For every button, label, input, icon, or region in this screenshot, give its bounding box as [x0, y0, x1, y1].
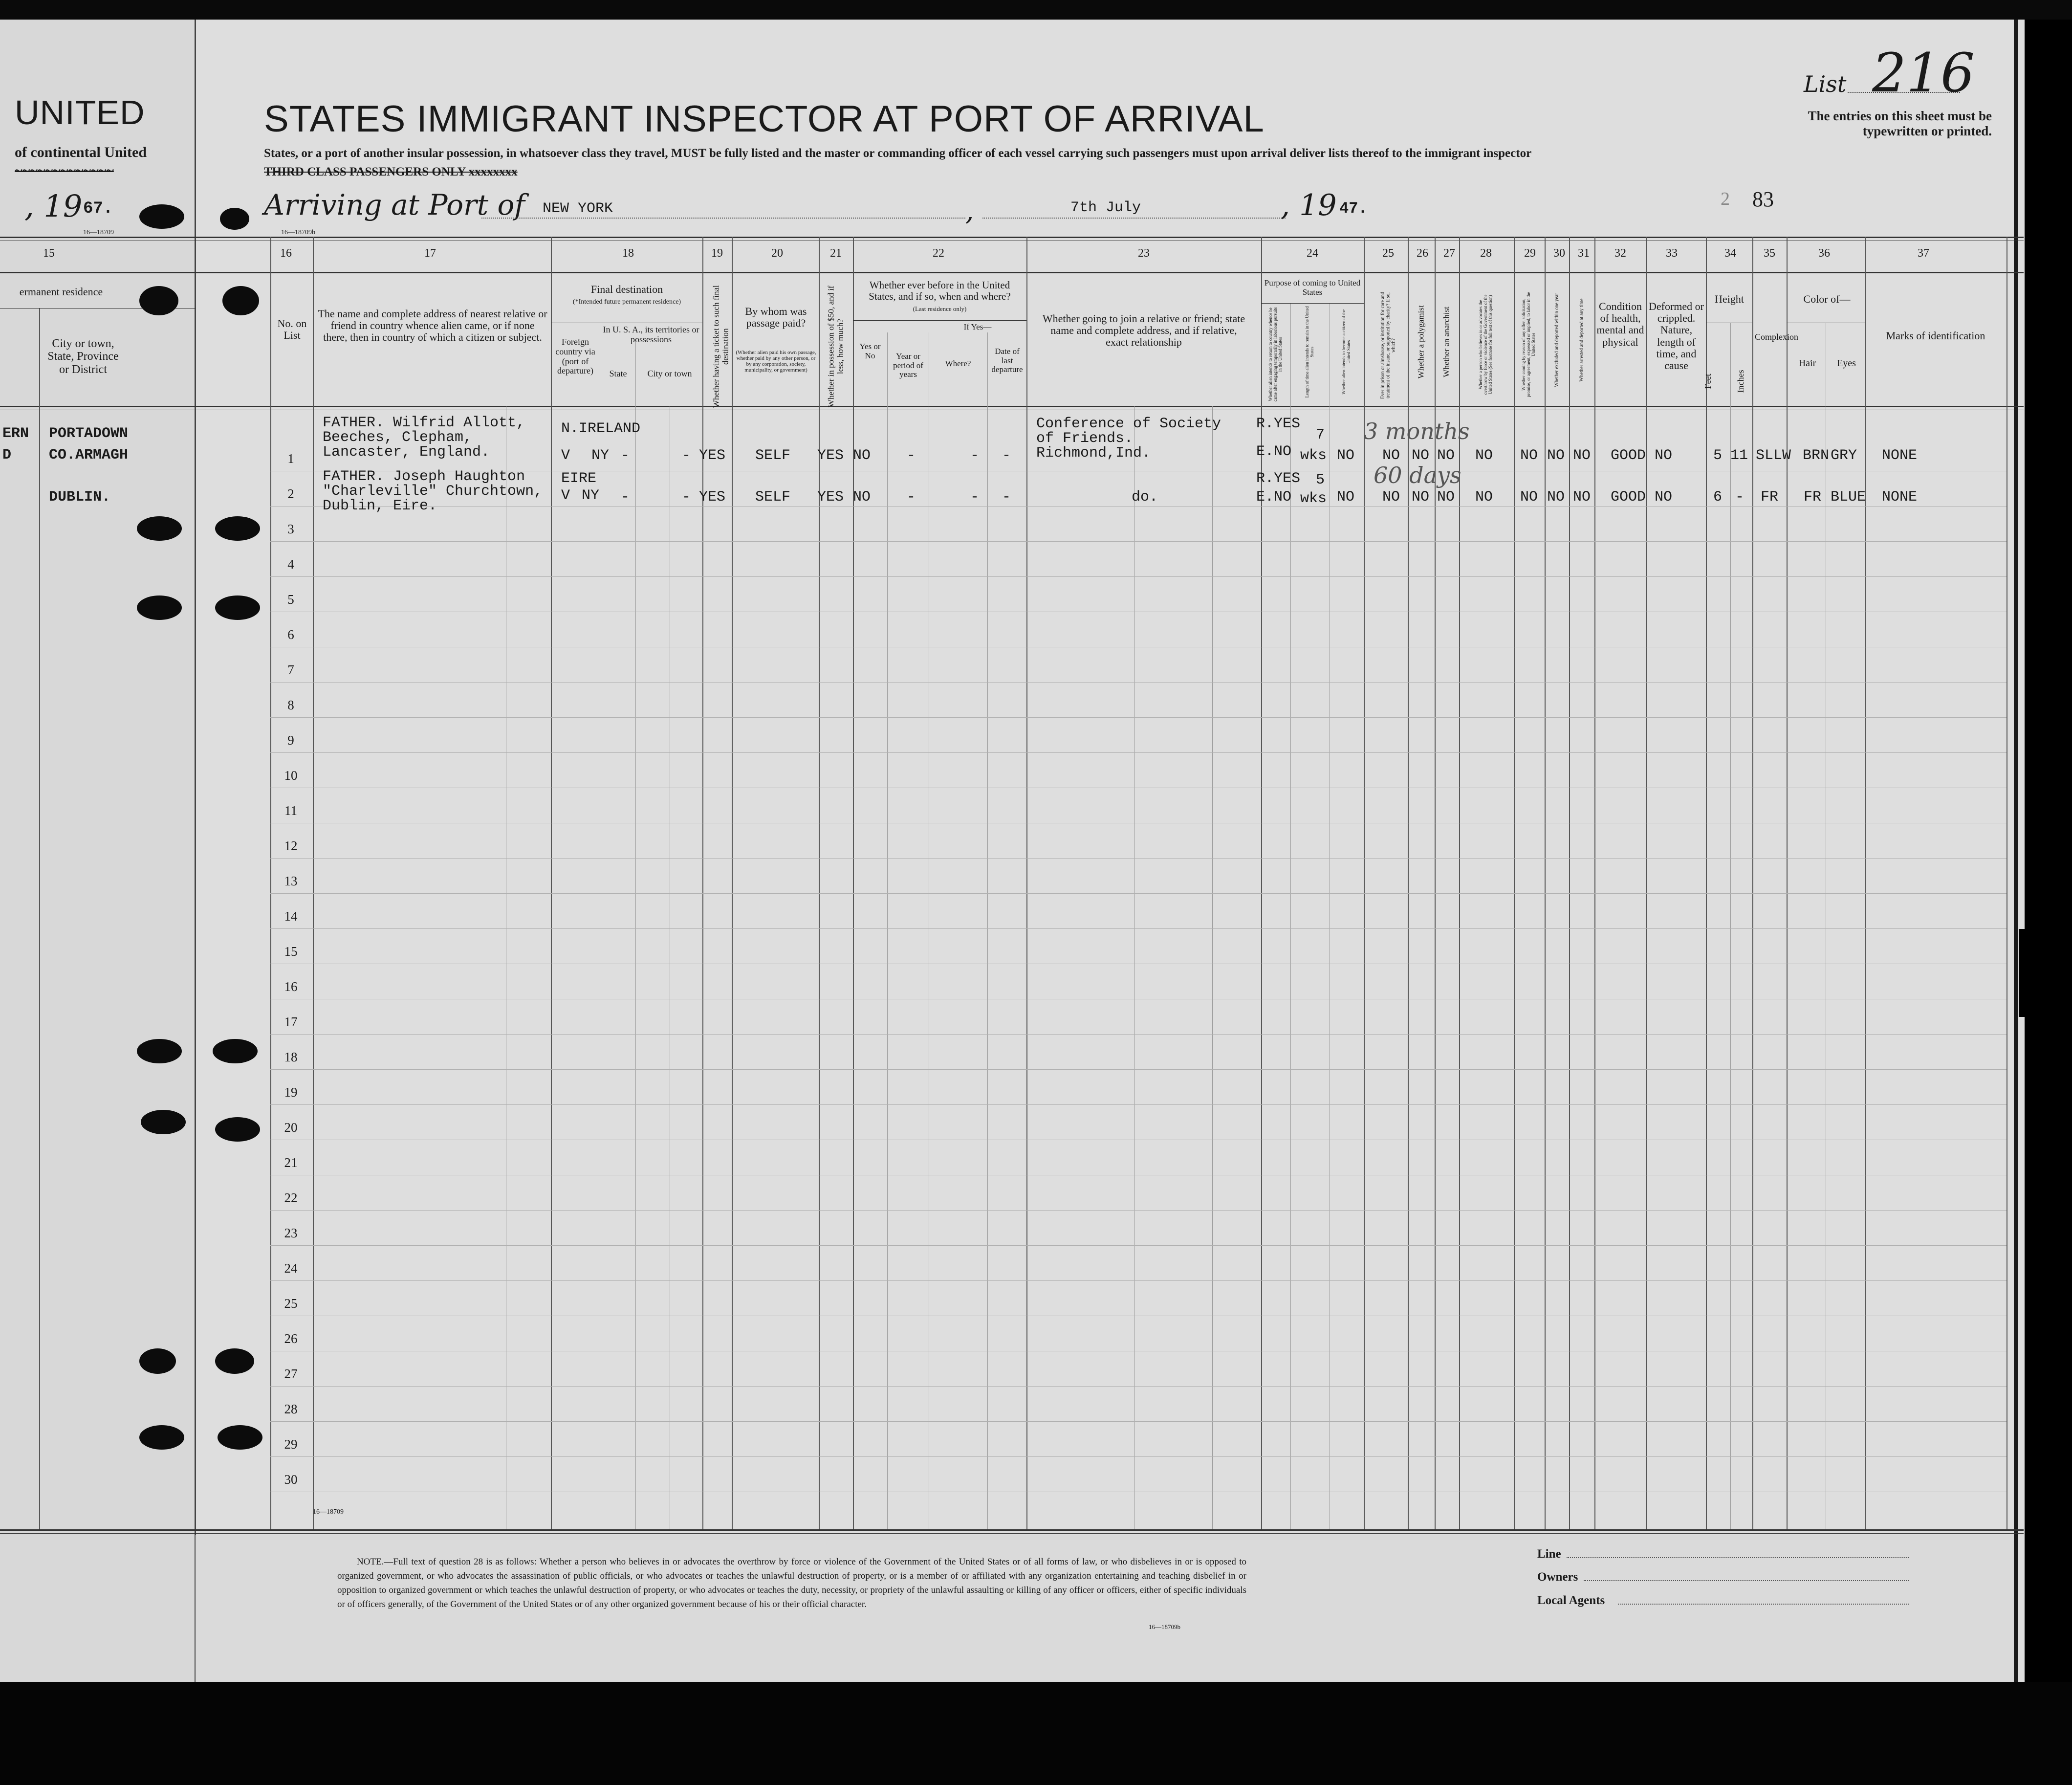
page-subtitle: States, or a port of another insular possession, in whatsoever class they travel, MUST be fully listed and the master or commanding officer of each vessel carrying such passengers must upon arrival deliver lists thereof to the immigrant inspector: [264, 147, 1532, 160]
header-foreign-country: Foreign country via (port of departure): [555, 337, 595, 376]
header-q28: Whether a person who believes in or advocates the overthrow by force or violence of the Government of the United States (See footnote for full text of this question): [1478, 294, 1493, 395]
row-rule: [270, 717, 2007, 718]
p1-length-unit: wks: [1300, 447, 1327, 464]
p1-length-handwritten: 3 months: [1364, 418, 1470, 444]
colnum-26: 26: [1417, 247, 1428, 260]
subcol-line: [887, 332, 888, 1529]
row-rule: [270, 1280, 2007, 1281]
colnum-29: 29: [1524, 247, 1536, 260]
table-bottom-rule-2: [0, 1533, 2024, 1534]
row-number: 23: [284, 1226, 298, 1240]
colnum-24: 24: [1307, 247, 1318, 260]
header-fifty-dollars: Whether in possession of $50, and if less, how much?: [826, 286, 845, 408]
comma-mark: ,: [965, 196, 974, 226]
punch-hole: [139, 1348, 176, 1374]
colnum-36: 36: [1818, 247, 1830, 260]
col-line-32: [1594, 237, 1595, 1529]
p1-city-dash: -: [682, 447, 691, 464]
p1-city: PORTADOWN CO.ARMAGH: [49, 425, 129, 463]
header-no-on-list: No. on List: [277, 317, 307, 342]
p1-fifty: YES: [817, 447, 844, 464]
arriving-label: Arriving at Port of: [264, 188, 525, 221]
p2-state-dash: -: [621, 489, 630, 506]
page-edge: [2014, 0, 2018, 1785]
row-number: 16: [284, 979, 298, 994]
p2-ticket: YES: [699, 489, 726, 506]
punch-hole: [215, 595, 260, 620]
colnum-18: 18: [622, 247, 634, 260]
footer-agents-label: Local Agents: [1537, 1594, 1605, 1607]
header-q29: Whether coming by reason of any offer, solicitation, promise, or agreement, expressed or implied, to labor in the United States: [1521, 292, 1536, 397]
p1-feet: 5: [1713, 447, 1723, 464]
header-by-whom-paid: By whom was passage paid?: [745, 305, 807, 330]
subcol-line: [1212, 406, 1213, 1529]
row-number: 3: [287, 522, 294, 536]
note-form-number: 16—18709b: [1149, 1623, 1180, 1631]
punch-hole: [139, 286, 178, 315]
p1-foreign-country: N.IRELAND: [561, 420, 641, 437]
class-line: THIRD CLASS PASSENGERS ONLY xxxxxxxx: [264, 165, 518, 178]
header-bottom-rule: [0, 406, 2024, 407]
colnum-rule: [0, 272, 2024, 273]
col-line-37: [1865, 237, 1866, 1529]
table-top-rule: [0, 237, 2024, 238]
row-number: 4: [287, 557, 294, 572]
row-rule: [270, 752, 2007, 753]
row-number: 8: [287, 698, 294, 712]
row-rule: [270, 1456, 2007, 1457]
p2-length-num: 5: [1316, 472, 1325, 488]
p1-q31: NO: [1573, 447, 1591, 464]
row-rule: [270, 1069, 2007, 1070]
row-number: 7: [287, 662, 294, 677]
row-number: 6: [287, 627, 294, 642]
header-inches: Inches: [1736, 370, 1746, 393]
col-line-36: [1787, 237, 1788, 1529]
row-number: 15: [284, 944, 298, 959]
col-line-20: [732, 237, 733, 1529]
header-prison: Ever in prison or almshouse, or institution for care and treatment of the insane, or supported by charity? If so, which?: [1380, 292, 1396, 399]
row-rule: [270, 682, 2007, 683]
p1-via: V: [561, 447, 570, 464]
left-year: 67.: [83, 199, 113, 218]
p2-deformed: NO: [1655, 489, 1673, 506]
footer-agents-rule: [1618, 1604, 1909, 1605]
row-number: 10: [284, 768, 298, 783]
p1-state-dash: -: [621, 447, 630, 464]
header-height: Height: [1715, 293, 1744, 305]
p1-eyes: GRY: [1831, 447, 1857, 464]
page-mark: 2: [1721, 189, 1730, 209]
p2-marks: NONE: [1882, 489, 1918, 506]
row-number: 27: [284, 1366, 298, 1381]
row-rule: [270, 893, 2007, 894]
p2-length-handwritten: 60 days: [1374, 462, 1461, 488]
colnum-25: 25: [1382, 247, 1394, 260]
colnum-21: 21: [830, 247, 842, 260]
punch-hole: [215, 516, 260, 541]
row-rule: [270, 541, 2007, 542]
p2-anarchist: NO: [1437, 489, 1455, 506]
header-purpose-citizen: Whether alien intends to become a citizen of the United States: [1341, 309, 1351, 395]
header-if-yes: If Yes—: [963, 322, 992, 331]
p1-length-num: 7: [1316, 427, 1325, 443]
p2-inches: -: [1735, 489, 1745, 506]
p2-length-unit: wks: [1300, 490, 1327, 507]
header-state: State: [609, 369, 627, 378]
p2-purpose-e: E.NO: [1256, 489, 1292, 506]
header-ticket: Whether having a ticket to such final destination: [711, 285, 730, 408]
row-rule: [270, 1210, 2007, 1211]
p2-state: NY: [582, 487, 600, 504]
col-line-35: [1752, 237, 1753, 1529]
footer-line-label: Line: [1537, 1547, 1561, 1561]
header-q30: Whether excluded and deported within one year: [1554, 293, 1560, 387]
header-nearest-relative: The name and complete address of nearest relative or friend in country whence alien came, or if none there, then in country of which a citizen or subject.: [318, 308, 547, 344]
p2-q28: NO: [1475, 489, 1493, 506]
p2-paid-by: SELF: [755, 489, 791, 506]
p2-via: V: [561, 487, 570, 504]
p1-prison: NO: [1382, 447, 1400, 464]
colnum-15: 15: [43, 247, 55, 260]
subcol-line: [1730, 323, 1731, 1529]
p1-joining: Conference of Society of Friends. Richmond,Ind.: [1036, 416, 1221, 462]
p2-complexion: FR: [1761, 489, 1779, 506]
colnum-30: 30: [1553, 247, 1565, 260]
p1-polygamist: NO: [1412, 447, 1430, 464]
header-where: Where?: [945, 359, 971, 368]
p2-citizen: NO: [1337, 489, 1355, 506]
p2-eyes: BLUE: [1831, 489, 1866, 506]
p1-deformed: NO: [1655, 447, 1673, 464]
footer-owners-rule: [1584, 1580, 1909, 1581]
header-final-destination: Final destination: [590, 283, 663, 295]
bottom-form-number: 16—18709: [313, 1508, 344, 1516]
page-number: 83: [1752, 187, 1774, 211]
page-edge-tab: [2019, 929, 2026, 1017]
punch-hole: [213, 1039, 258, 1063]
p1-ticket: YES: [699, 447, 726, 464]
header-deformed: Deformed or crippled. Nature, length of time, and cause: [1648, 300, 1704, 372]
p1-q30: NO: [1547, 447, 1565, 464]
col-line-19: [702, 237, 703, 1529]
p1-purpose-r: R.YES: [1256, 416, 1301, 432]
row-rule: [270, 1245, 2007, 1246]
question-28-note: NOTE.—Full text of question 28 is as follows: Whether a person who believes in or advocates the overthrow by force or violence of the Government of the United States or of all forms of law, or who disbelieves in or is opposed to organized government, or who advocates the assassination of public officials, or who advocates or teaches the unlawful destruction of property, or is a member of or affiliated with any organization entertaining and teaching disbelief in or opposition to organized government or which teaches the unlawful destruction of property, or who advocates or teaches the duty, necessity, or propriety of the unlawful assaulting or killing of any officer or officers, either of specific individuals or of officers generally, of the Government of the United States or of any other organized government because of his or their official character.: [337, 1557, 1246, 1609]
right-page: [196, 20, 2025, 1682]
row-number: 2: [287, 486, 294, 501]
list-label: List: [1804, 71, 1847, 97]
row-rule: [270, 1104, 2007, 1105]
p1-purpose-e: E.NO: [1256, 443, 1292, 460]
row-number: 19: [284, 1085, 298, 1100]
date-underline: [982, 218, 1286, 219]
colnum-19: 19: [711, 247, 723, 260]
left-subtitle: of continental United: [15, 144, 147, 160]
header-marks: Marks of identification: [1886, 330, 1985, 342]
p1-anarchist: NO: [1437, 447, 1455, 464]
col-line-33: [1646, 237, 1647, 1529]
punch-hole: [141, 1110, 186, 1134]
p1-condition: GOOD: [1611, 447, 1646, 464]
punch-hole: [222, 286, 259, 315]
p2-date-departure: -: [1002, 489, 1011, 506]
p2-q30: NO: [1547, 489, 1565, 506]
punch-hole: [139, 204, 184, 229]
punch-hole: [215, 1348, 254, 1374]
p2-hair: FR: [1804, 489, 1822, 506]
punch-hole: [139, 1425, 184, 1450]
left-struck-line: ~~~~~~~~~~~~~: [15, 163, 114, 179]
header-permanent-residence: ermanent residence: [19, 286, 103, 298]
p2-joining: do.: [1132, 489, 1158, 506]
row-number: 11: [284, 803, 297, 818]
p2-polygamist: NO: [1412, 489, 1430, 506]
row-rule: [270, 1386, 2007, 1387]
scan-border-top: [0, 0, 2072, 20]
col-line-22: [853, 237, 854, 1529]
subcol-line: [1290, 303, 1291, 1529]
row-rule: [270, 858, 2007, 859]
row-number: 26: [284, 1331, 298, 1346]
header-purpose: Purpose of coming to United States: [1264, 278, 1361, 297]
header-q31: Whether arrested and deported at any time: [1579, 298, 1585, 382]
p1-hair: BRN: [1803, 447, 1830, 464]
p1-paid-by: SELF: [755, 447, 791, 464]
header-date-departure: Date of last departure: [991, 347, 1023, 375]
header-anarchist: Whether an anarchist: [1441, 307, 1451, 377]
row-number: 1: [287, 451, 294, 466]
subcol-line: [987, 332, 988, 1529]
p2-feet: 6: [1713, 489, 1723, 506]
header-purpose-return: Whether alien intends to return to country whence he came after engaging temporarily in laborious pursuits in the United States: [1268, 307, 1283, 402]
p1-q28: NO: [1475, 447, 1493, 464]
p2-q29: NO: [1520, 489, 1538, 506]
p1-state: NY: [591, 447, 610, 464]
p1-year-period: -: [907, 447, 916, 464]
p2-where: -: [970, 489, 980, 506]
colnum-28: 28: [1480, 247, 1492, 260]
colnum-23: 23: [1138, 247, 1150, 260]
colnum-34: 34: [1724, 247, 1736, 260]
p1-ever-before: NO: [853, 447, 871, 464]
port-value: NEW YORK: [543, 200, 613, 217]
row-rule: [270, 928, 2007, 929]
list-number: 216: [1872, 42, 1975, 104]
p1-q29: NO: [1520, 447, 1538, 464]
col-line-29: [1514, 237, 1515, 1529]
col-line-21: [819, 237, 820, 1529]
row-number: 28: [284, 1402, 298, 1416]
row-number: 30: [284, 1472, 298, 1487]
col-line-18: [551, 237, 552, 1529]
row-number: 18: [284, 1050, 298, 1064]
row-number: 29: [284, 1437, 298, 1452]
p1-where: -: [970, 447, 980, 464]
row-number: 5: [287, 592, 294, 607]
row-number: 12: [284, 838, 298, 853]
colnum-22: 22: [933, 247, 944, 260]
colnum-32: 32: [1614, 247, 1626, 260]
header-in-usa: In U. S. A., its territories or possessions: [603, 325, 699, 344]
row-rule: [270, 1034, 2007, 1035]
colnum-17: 17: [424, 247, 436, 260]
table-bottom-rule: [0, 1529, 2024, 1531]
header-condition: Condition of health, mental and physical: [1596, 300, 1644, 348]
header-eyes: Eyes: [1837, 358, 1856, 369]
arrival-date: 7th July: [1070, 199, 1141, 216]
col-line-23: [1026, 237, 1027, 1529]
port-underline: [481, 218, 965, 219]
header-year-period: Year or period of years: [893, 352, 923, 379]
row-number: 9: [287, 733, 294, 748]
header-feet: Feet: [1703, 374, 1713, 389]
p2-fifty: YES: [817, 489, 844, 506]
colnum-20: 20: [771, 247, 783, 260]
footer-owners-label: Owners: [1537, 1570, 1578, 1584]
header-city-or-town: City or town: [647, 369, 692, 378]
col-line-30: [1545, 237, 1546, 1529]
colnum-35: 35: [1764, 247, 1775, 260]
row-number: 17: [284, 1014, 298, 1029]
p2-purpose-r: R.YES: [1256, 470, 1301, 487]
p2-relative: FATHER. Joseph Haughton "Charleville" Churchtown, Dublin, Eire.: [323, 468, 543, 514]
row-rule: [270, 1421, 2007, 1422]
colnum-37: 37: [1918, 247, 1929, 260]
header-color-of: Color of—: [1803, 293, 1851, 305]
page-title: STATES IMMIGRANT INSPECTOR AT PORT OF ARRIVAL: [264, 98, 1265, 140]
col-line-16: [270, 237, 271, 1529]
p2-condition: GOOD: [1611, 489, 1646, 506]
punch-hole: [215, 1117, 260, 1142]
scan-border-bottom: [0, 1682, 2072, 1785]
p2-city-dash: -: [682, 489, 691, 506]
punch-hole: [137, 595, 182, 620]
header-city-town: City or town, State, Province or District: [47, 337, 119, 376]
col-line-17: [313, 237, 314, 1529]
header-polygamist: Whether a polygamist: [1416, 305, 1426, 379]
col-line-31: [1569, 237, 1570, 1529]
p1-date-departure: -: [1002, 447, 1011, 464]
row-number: 20: [284, 1120, 298, 1135]
punch-hole: [218, 1425, 262, 1450]
p1-citizen: NO: [1337, 447, 1355, 464]
header-final-destination-note: (*Intended future permanent residence): [572, 298, 681, 306]
p1-relative: FATHER. Wilfrid Allott, Beeches, Clepham, Lancaster, England.: [323, 415, 525, 461]
colnum-33: 33: [1666, 247, 1678, 260]
year-prefix: , 19: [1281, 188, 1337, 222]
col-line-34: [1706, 237, 1707, 1529]
row-rule: [270, 576, 2007, 577]
header-joining: Whether going to join a relative or friend; state name and complete address, and if relative, exact relationship: [1042, 312, 1245, 349]
punch-hole: [220, 208, 249, 230]
row-number: 24: [284, 1261, 298, 1276]
left-date: , 19: [24, 188, 83, 224]
row-number: 21: [284, 1155, 298, 1170]
p2-ever-before: NO: [853, 489, 871, 506]
row-number: 25: [284, 1296, 298, 1311]
year-value: 47.: [1339, 199, 1368, 218]
list-underline: [1848, 92, 1960, 93]
p1-residence-left: ERN D: [2, 425, 29, 463]
row-number: 13: [284, 874, 298, 888]
header-yes-no: Yes or No: [859, 342, 881, 360]
binding-line: [195, 20, 196, 1682]
punch-hole: [137, 1039, 182, 1063]
header-purpose-length: Length of time alien intends to remain in the United States: [1305, 306, 1314, 398]
left-title: UNITED: [15, 93, 145, 132]
p2-foreign-country: EIRE: [561, 470, 597, 487]
header-by-whom-note: (Whether alien paid his own passage, whether paid by any other person, or by any corporation, society, municipality, or government): [736, 350, 816, 374]
left-form-number: 16—18709: [83, 229, 114, 236]
header-hair: Hair: [1798, 358, 1816, 369]
p2-q31: NO: [1573, 489, 1591, 506]
header-ever-before: Whether ever before in the United States, and if so, when and where?: [869, 279, 1011, 303]
row-number: 22: [284, 1190, 298, 1205]
p2-city: DUBLIN.: [49, 489, 111, 506]
subheader-rule: [853, 320, 1026, 321]
p1-marks: NONE: [1882, 447, 1918, 464]
header-last-residence: (Last residence only): [913, 305, 967, 312]
form-number-top: 16—18709b: [281, 229, 315, 236]
colnum-31: 31: [1578, 247, 1590, 260]
col-line-15b: [39, 308, 40, 1529]
p2-year-period: -: [907, 489, 916, 506]
footer-line-rule: [1567, 1557, 1909, 1558]
colnum-27: 27: [1443, 247, 1455, 260]
p1-inches: 11: [1730, 447, 1748, 464]
row-number: 14: [284, 909, 298, 924]
header-complexion: Complexion: [1755, 332, 1798, 342]
p2-prison: NO: [1382, 489, 1400, 506]
p1-complexion: SLLW: [1756, 447, 1791, 464]
colnum-16: 16: [280, 247, 292, 260]
entries-note: The entries on this sheet must be typewritten or printed.: [1808, 109, 1992, 138]
punch-hole: [137, 516, 182, 541]
